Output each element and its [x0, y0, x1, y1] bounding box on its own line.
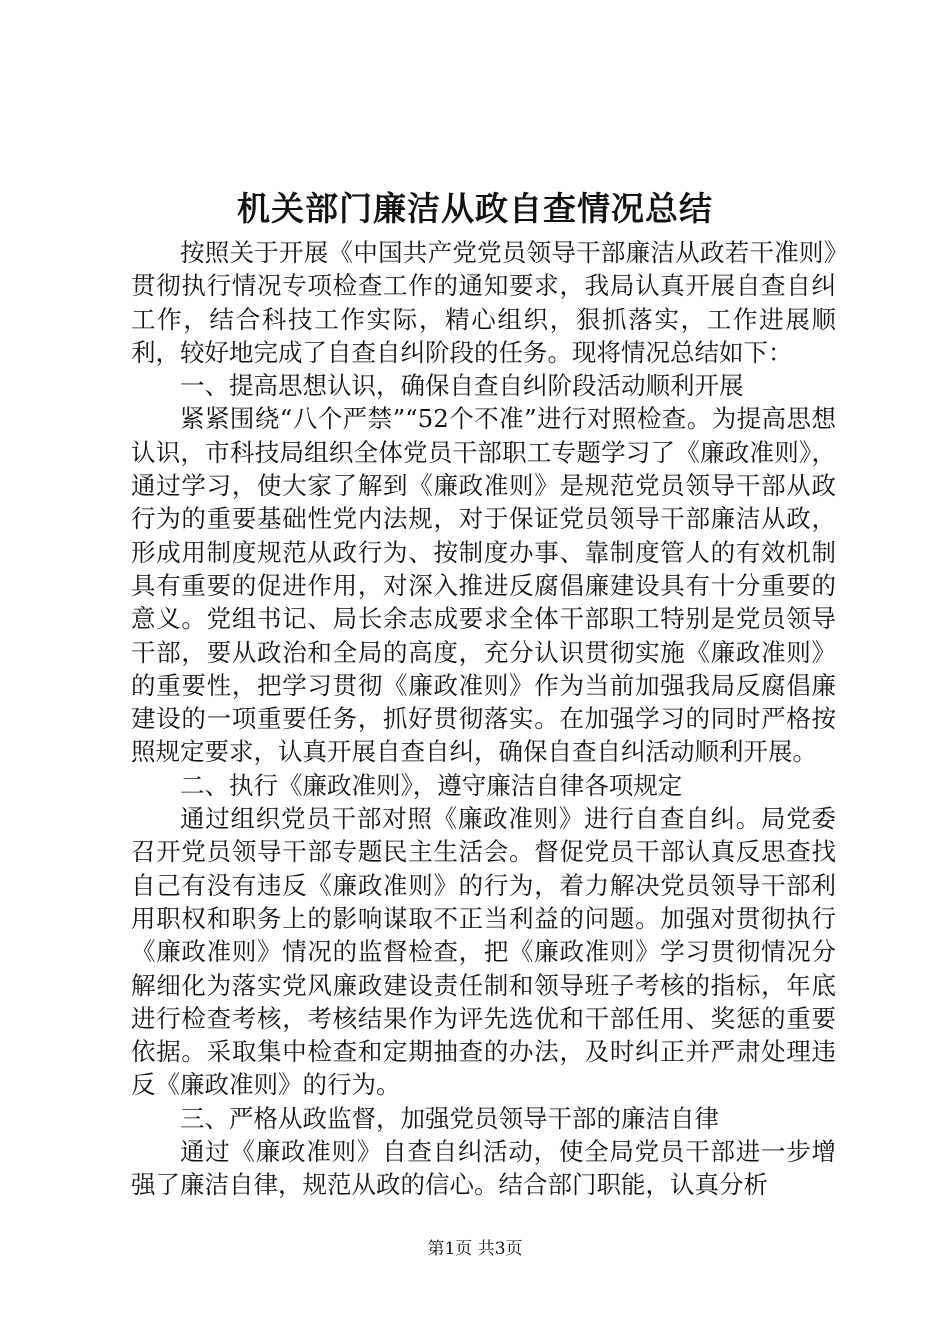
section-heading-3: 三、严格从政监督，加强党员领导干部的廉洁自律: [180, 1103, 719, 1133]
section-paragraph-2: 通过组织党员干部对照《廉政准则》进行自查自纠。局党委召开党员领导干部专题民主生活会。督促党员干部认真反思查找自己有没有违反《廉政准则》的行为，着力解决党员领导干部利用职权和职务上的影响谋取不正当利益的问题。加强对贯彻执行《廉政准则》情况的监督检查，把《廉政准则》学习贯彻情况分解细化为落实党风廉政建设责任制和领导班子考核的指标，年底进行检查考核，考核结果作为评先选优和干部任用、奖惩的重要依据。采取集中检查和定期抽查的办法，及时纠正并严肃处理违反《廉政准则》的行为。: [131, 804, 836, 1100]
document-body: [131, 236, 836, 1202]
section-heading-2: 二、执行《廉政准则》，遵守廉洁自律各项规定: [180, 770, 683, 800]
section-paragraph-1: 紧紧围绕“八个严禁”“52个不准”进行对照检查。为提高思想认识，市科技局组织全体党员干部职工专题学习了《廉政准则》，通过学习，使大家了解到《廉政准则》是规范党员领导干部从政行为的重要基础性党内法规，对于保证党员领导干部廉洁从政，形成用制度规范从政行为、按制度办事、靠制度管人的有效机制具有重要的促进作用，对深入推进反腐倡廉建设具有十分重要的意义。党组书记、局长余志成要求全体干部职工特别是党员领导干部，要从政治和全局的高度，充分认识贯彻实施《廉政准则》的重要性，把学习贯彻《廉政准则》作为当前加强我局反腐倡廉建设的一项重要任务，抓好贯彻落实。在加强学习的同时严格按照规定要求，认真开展自查自纠，确保自查自纠活动顺利开展。: [131, 404, 836, 767]
section-paragraph-3: 通过《廉政准则》自查自纠活动，使全局党员干部进一步增强了廉洁自律，规范从政的信心。结合部门职能，认真分析: [131, 1137, 836, 1200]
document-title: 机关部门廉洁从政自查情况总结: [237, 189, 713, 228]
page-footer: [0, 1238, 950, 1260]
page-number-indicator: 第1页 共3页: [427, 1239, 523, 1259]
section-heading-1: 一、提高思想认识，确保自查自纠阶段活动顺利开展: [180, 371, 744, 401]
intro-paragraph: 按照关于开展《中国共产党党员领导干部廉洁从政若干准则》贯彻执行情况专项检查工作的通知要求，我局认真开展自查自纠工作，结合科技工作实际，精心组织，狠抓落实，工作进展顺利，较好地完成了自查自纠阶段的任务。现将情况总结如下：: [131, 238, 836, 367]
